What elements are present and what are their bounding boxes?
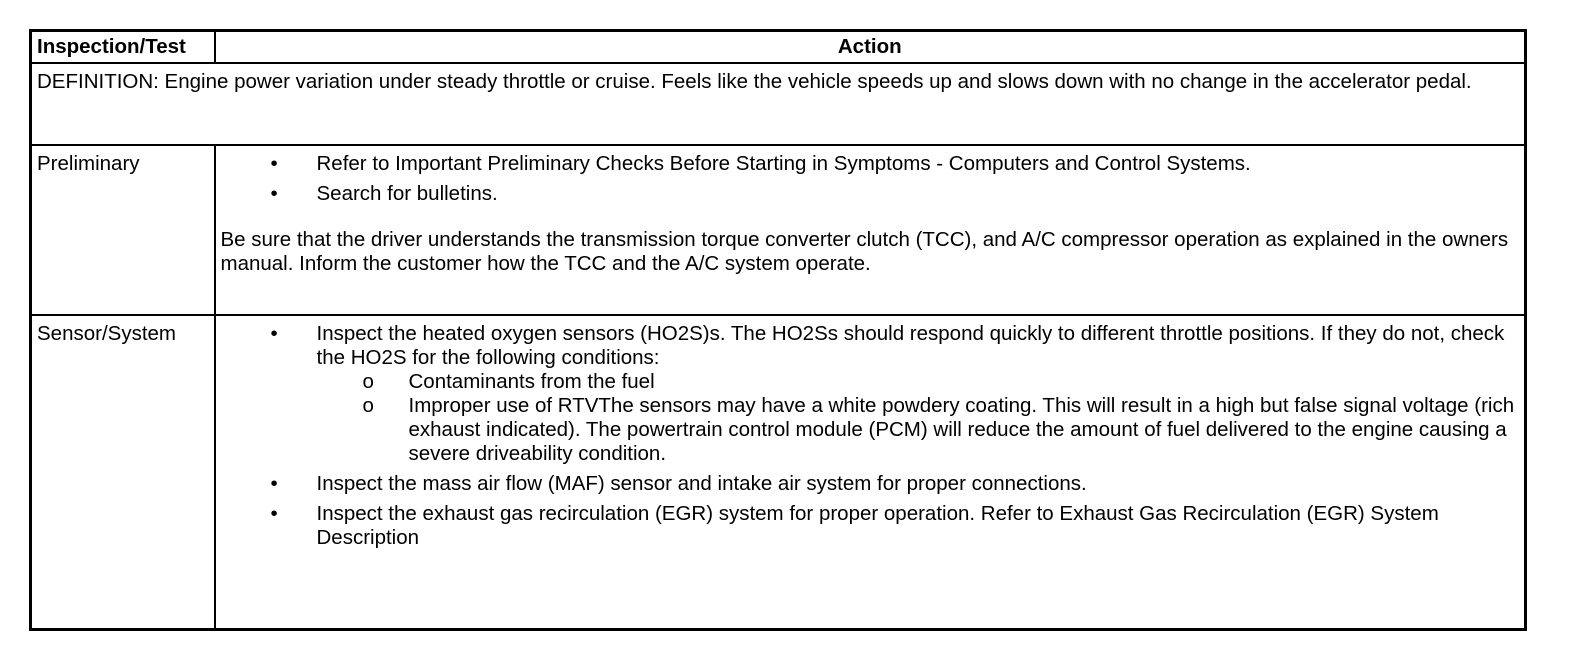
sensor-system-action [215,315,1526,630]
bullet-icon: • [270,502,278,525]
list-item-text: Refer to Important Preliminary Checks Before Starting in Symptoms - Computers and Control Systems. [316,152,1251,175]
list-item [221,182,1520,206]
sensor-bullet-list [221,322,1520,550]
preliminary-bullet-list [221,152,1520,206]
bullet-icon: • [270,152,278,175]
list-item-text: Search for bulletins. [316,182,498,205]
preliminary-action [215,145,1526,315]
list-item [221,322,1520,466]
preliminary-label: Preliminary [31,145,215,315]
sub-list-item [317,370,1520,394]
hollow-bullet-icon: o [362,394,374,417]
sensor-subbullet-list [317,370,1520,466]
sensor-system-label: Sensor/System [31,315,215,630]
sub-list-item [317,394,1520,466]
preliminary-row [31,145,1526,315]
sensor-system-row [31,315,1526,630]
hollow-bullet-icon: o [362,370,374,393]
header-action: Action [215,31,1526,64]
preliminary-note: Be sure that the driver understands the transmission torque converter clutch (TCC), and A/C compressor operation as explained in the owners manual. Inform the customer how the TCC and the A/C system operate. [220,228,1509,275]
bullet-icon: • [270,322,278,345]
list-item [221,152,1520,176]
sub-list-item-text: Improper use of RTVThe sensors may have a white powdery coating. This will result in a high but false signal voltage (rich exhaust indicated). The powertrain control module (PCM) will reduce the amount of fuel delivered to the engine causing a severe driveability condition. [408,394,1515,465]
list-item [221,502,1520,550]
sub-list-item-text: Contaminants from the fuel [408,370,655,393]
definition-text: DEFINITION: Engine power variation under steady throttle or cruise. Feels like the vehicle speeds up and slows down with no change in the accelerator pedal. [31,63,1526,145]
diagnostic-table [29,29,1527,631]
list-item-text: Inspect the exhaust gas recirculation (EGR) system for proper operation. Refer to Exhaust Gas Recirculation (EGR) System Description [316,502,1439,549]
bullet-icon: • [270,182,278,205]
list-item-text: Inspect the heated oxygen sensors (HO2S)s. The HO2Ss should respond quickly to different throttle positions. If they do not, check the HO2S for the following conditions: [316,322,1505,369]
header-inspection-test: Inspection/Test [31,31,215,64]
bullet-icon: • [270,472,278,495]
definition-row [31,63,1526,145]
list-item [221,472,1520,496]
header-row [31,31,1526,64]
list-item-text: Inspect the mass air flow (MAF) sensor and intake air system for proper connections. [316,472,1087,495]
